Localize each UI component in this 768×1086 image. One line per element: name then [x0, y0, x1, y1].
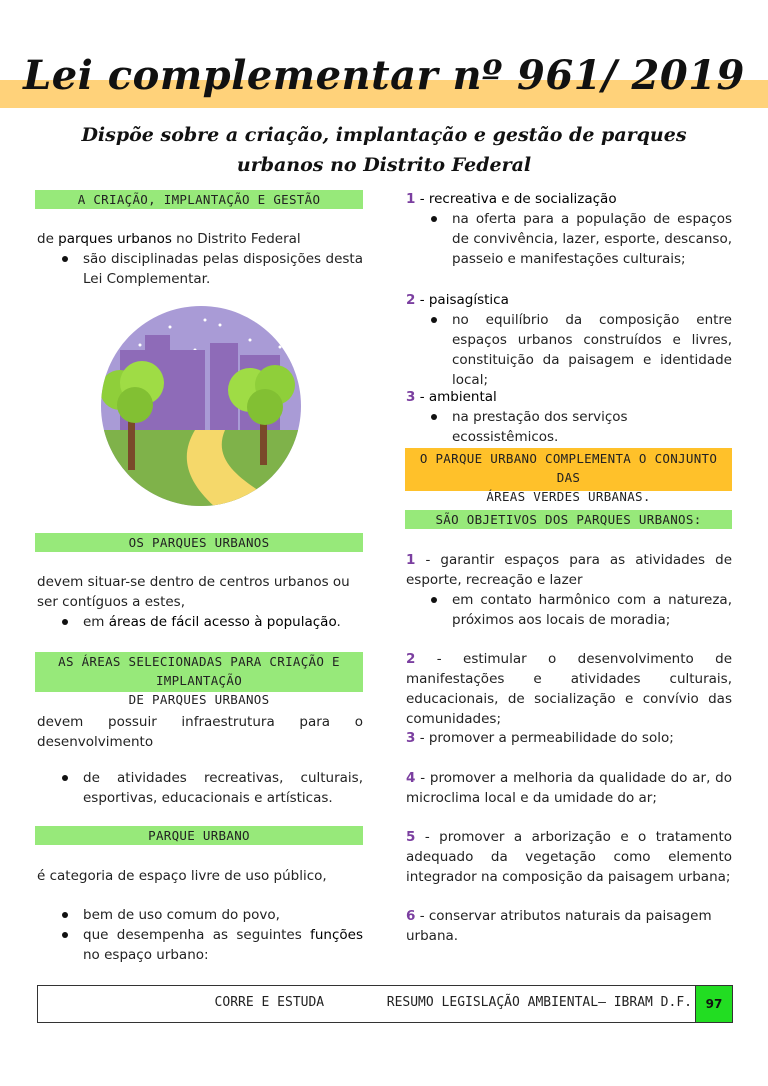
- section-header-parque-urbano: PARQUE URBANO: [35, 826, 363, 845]
- objective-6: [406, 906, 736, 946]
- text: de: [37, 231, 59, 247]
- objective-1: [406, 550, 732, 630]
- list-item: na prestação dos serviços ecossistêmicos.: [406, 407, 732, 447]
- section-header-objetivos: SÃO OBJETIVOS DOS PARQUES URBANOS:: [405, 510, 732, 529]
- list-item: são disciplinadas pelas disposições desta Lei Complementar.: [37, 249, 363, 289]
- objective-text: - promover a melhoria da qualidade do ar, do microclima local e da umidade do ar;: [406, 770, 732, 806]
- number: 1: [406, 191, 416, 207]
- number: 2: [406, 292, 416, 308]
- highlight-funcoes: funções: [310, 927, 363, 943]
- function-1: [406, 189, 732, 269]
- function-3: [406, 387, 732, 447]
- header-line: DE PARQUES URBANOS: [128, 692, 270, 707]
- list-item: em áreas de fácil acesso à população.: [37, 612, 363, 632]
- list-item: no equilíbrio da composição entre espaços urbanos construídos e livres, constituição da paisagem e identidade local;: [406, 310, 732, 390]
- footer: [37, 985, 733, 1023]
- function-title: - ambiental: [415, 389, 497, 405]
- highlight-parques-urbanos: parques urbanos: [58, 231, 172, 247]
- footer-title: RESUMO LEGISLAÇÃO AMBIENTAL– IBRAM D.F.: [386, 995, 692, 1010]
- list-item: em contato harmônico com a natureza, próximos aos locais de moradia;: [406, 590, 732, 630]
- objective-4: [406, 768, 732, 808]
- park-illustration: [100, 305, 302, 507]
- section-header-criacao: A CRIAÇÃO, IMPLANTAÇÃO E GESTÃO: [35, 190, 363, 209]
- objective-5: [406, 827, 732, 887]
- section-header-parques: OS PARQUES URBANOS: [35, 533, 363, 552]
- objective-text: - estimular o desenvolvimento de manifestações e atividades culturais, educacionais, de socialização e convívio das comunidades;: [406, 651, 732, 727]
- function-title: - recreativa e de socialização: [415, 191, 617, 207]
- number: 4: [406, 770, 416, 786]
- list-item: que desempenha as seguintes funções no espaço urbano:: [37, 925, 363, 965]
- number: 5: [406, 829, 416, 845]
- number: 3: [406, 389, 416, 405]
- paragraph-infraestrutura: devem possuir infraestrutura para o desenvolvimento: [37, 714, 363, 750]
- text: no Distrito Federal: [171, 231, 301, 247]
- paragraph-categoria: é categoria de espaço livre de uso público,: [37, 868, 327, 884]
- list-item: de atividades recreativas, culturais, esportivas, educacionais e artísticas.: [37, 768, 363, 808]
- objective-3: [406, 728, 732, 748]
- list-atividades: [37, 768, 363, 808]
- function-2: [406, 290, 732, 390]
- highlight-acesso: áreas de fácil acesso à população: [108, 614, 337, 630]
- list-item: na oferta para a população de espaços de convivência, lazer, esporte, descanso, passeio e manifestações culturais;: [406, 209, 732, 269]
- number: 2: [406, 651, 416, 667]
- objective-text: - garantir espaços para as atividades de esporte, recreação e lazer: [406, 552, 732, 588]
- objective-2: [406, 649, 732, 729]
- page-subtitle: Dispõe sobre a criação, implantação e gestão de parques urbanos no Distrito Federal: [81, 124, 687, 176]
- list-funcoes: [37, 905, 363, 965]
- section-header-complementa: [405, 448, 732, 504]
- function-title: - paisagística: [415, 292, 509, 308]
- number: 3: [406, 730, 416, 746]
- paragraph-situar: [37, 572, 363, 632]
- objective-text: - promover a permeabilidade do solo;: [415, 730, 674, 746]
- header-line: AS ÁREAS SELECIONADAS PARA CRIAÇÃO E IMPLANTAÇÃO: [58, 654, 340, 688]
- header-line: ÁREAS VERDES URBANAS.: [486, 489, 651, 504]
- section-header-areas: [35, 652, 363, 707]
- number: 1: [406, 552, 416, 568]
- footer-text: [38, 995, 692, 1010]
- list-item: bem de uso comum do povo,: [37, 905, 363, 925]
- paragraph-parques: [37, 229, 363, 289]
- objective-text: - promover a arborização e o tratamento adequado da vegetação como elemento integrador na composição da paisagem urbana;: [406, 829, 732, 885]
- header-line: O PARQUE URBANO COMPLEMENTA O CONJUNTO DAS: [419, 451, 718, 485]
- page-number: 97: [695, 986, 732, 1022]
- text: devem situar-se dentro de centros urbanos ou ser contíguos a estes,: [37, 574, 350, 610]
- objective-text: - conservar atributos naturais da paisagem urbana.: [406, 908, 712, 944]
- footer-brand: CORRE E ESTUDA: [214, 995, 325, 1010]
- number: 6: [406, 908, 416, 924]
- page-title: Lei complementar nº 961/ 2019: [23, 52, 745, 99]
